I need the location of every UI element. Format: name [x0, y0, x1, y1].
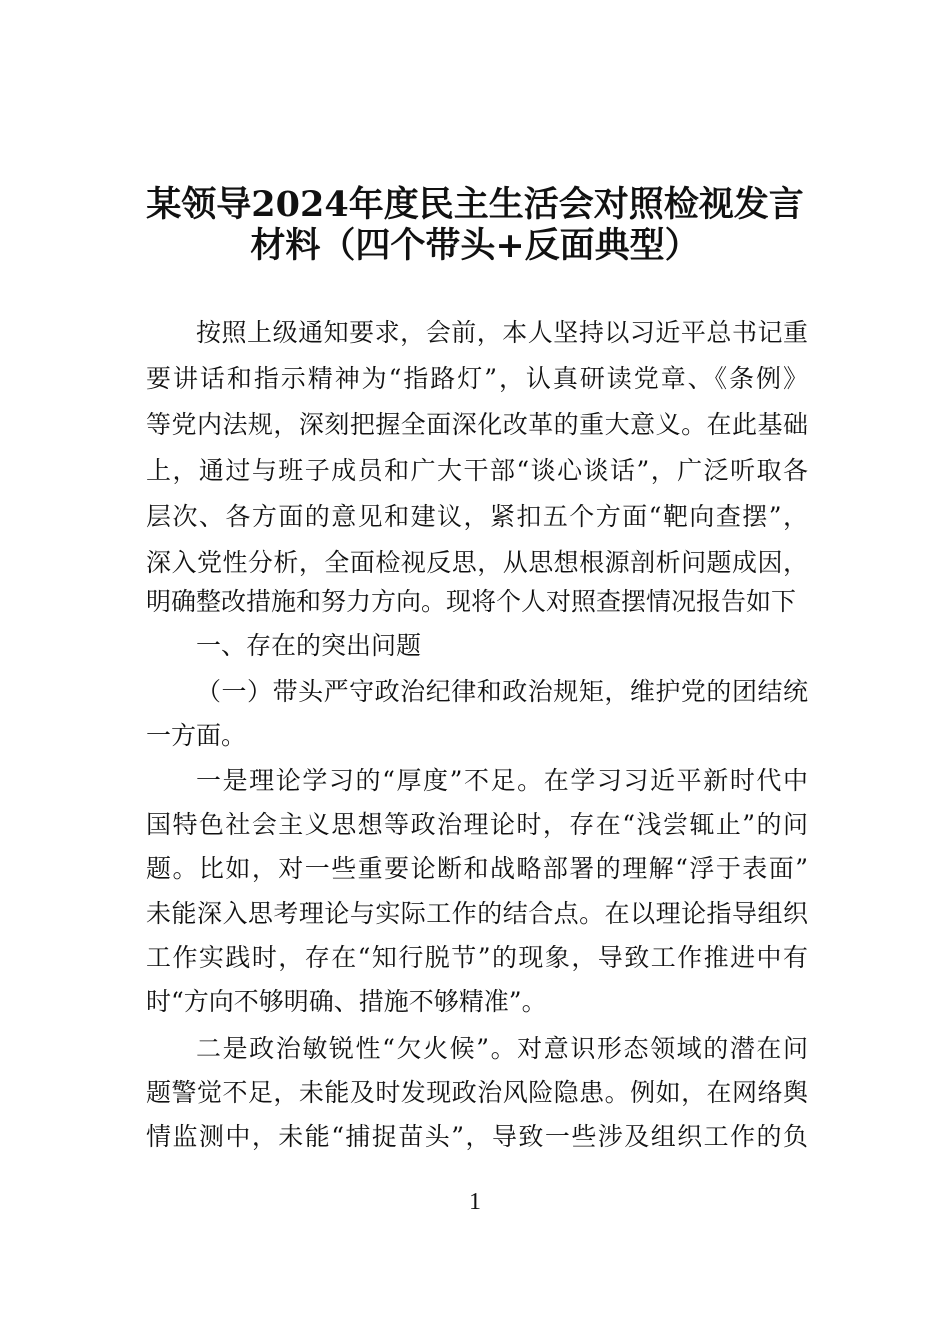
paragraph-line: 国特色社会主义思想等政治理论时，存在“浅尝辄止”的问	[146, 810, 808, 839]
paragraph-line: 题。比如，对一些重要论断和战略部署的理解“浮于表面”	[146, 854, 808, 883]
intro-line: 深入党性分析，全面检视反思，从思想根源剖析问题成因，	[146, 548, 808, 577]
paragraph-line: 未能深入思考理论与实际工作的结合点。在以理论指导组织	[146, 899, 808, 928]
paragraph-line: 时“方向不够明确、措施不够精准”。	[146, 987, 547, 1016]
paragraph-line: 一是理论学习的“厚度”不足。在学习习近平新时代中	[196, 766, 808, 795]
document-title-line-2: 材料（四个带头+反面典型）	[250, 225, 700, 266]
document-title-line-1: 某领导2024年度民主生活会对照检视发言	[146, 184, 804, 225]
subsection-line: 一方面。	[146, 721, 247, 750]
subsection-line: （一）带头严守政治纪律和政治规矩，维护党的团结统	[196, 677, 808, 706]
paragraph-line: 题警觉不足，未能及时发现政治风险隐患。例如，在网络舆	[146, 1078, 808, 1107]
intro-line: 按照上级通知要求，会前，本人坚持以习近平总书记重	[196, 318, 808, 347]
section-heading: 一、存在的突出问题	[196, 631, 422, 660]
paragraph-line: 工作实践时，存在“知行脱节”的现象，导致工作推进中有	[146, 943, 808, 972]
intro-line: 等党内法规，深刻把握全面深化改革的重大意义。在此基础	[146, 410, 808, 439]
intro-line: 层次、各方面的意见和建议，紧扣五个方面“靶向查摆”，	[146, 502, 808, 531]
page-number: 1	[469, 1189, 481, 1215]
intro-line: 要讲话和指示精神为“指路灯”，认真研读党章、《条例》	[146, 364, 808, 393]
intro-line: 明确整改措施和努力方向。现将个人对照查摆情况报告如下	[146, 587, 797, 616]
paragraph-line: 二是政治敏锐性“欠火候”。对意识形态领域的潜在问	[196, 1034, 808, 1063]
paragraph-line: 情监测中，未能“捕捉苗头”，导致一些涉及组织工作的负	[146, 1122, 808, 1151]
intro-line: 上，通过与班子成员和广大干部“谈心谈话”，广泛听取各	[146, 456, 808, 485]
